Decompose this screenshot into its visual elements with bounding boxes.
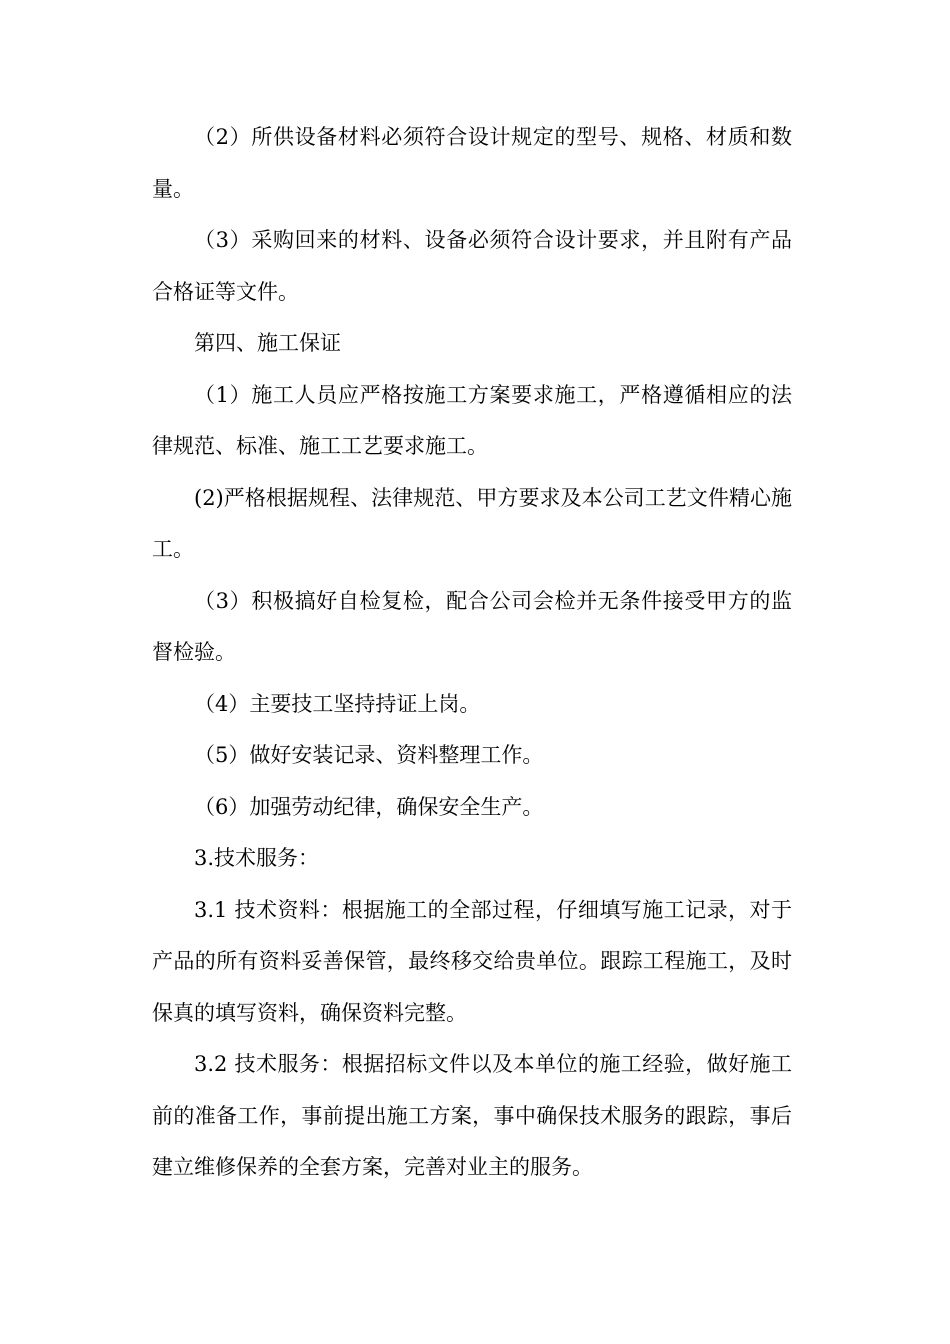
paragraph-material-spec: （2）所供设备材料必须符合设计规定的型号、规格、材质和数量。 [152, 125, 792, 201]
paragraph-tech-service: 3.2 技术服务：根据招标文件以及本单位的施工经验，做好施工前的准备工作，事前提出施工方案，事中确保技术服务的跟踪，事后建立维修保养的全套方案，完善对业主的服务。 [152, 1052, 792, 1179]
document-body [152, 112, 792, 1194]
paragraph-guarantee-5: （5）做好安装记录、资料整理工作。 [194, 743, 544, 767]
paragraph-material-purchase: （3）采购回来的材料、设备必须符合设计要求，并且附有产品合格证等文件。 [152, 228, 792, 304]
section-heading-tech-service: 3.技术服务： [194, 846, 320, 870]
paragraph-guarantee-2: (2)严格根据规程、法律规范、甲方要求及本公司工艺文件精心施工。 [152, 485, 792, 561]
paragraph-guarantee-3: （3）积极搞好自检复检，配合公司会检并无条件接受甲方的监督检验。 [152, 588, 792, 664]
paragraph-guarantee-4: （4）主要技工坚持持证上岗。 [194, 691, 481, 716]
section-heading-construction-guarantee: 第四、施工保证 [194, 331, 341, 355]
paragraph-guarantee-1: （1）施工人员应严格按施工方案要求施工，严格遵循相应的法律规范、标准、施工工艺要求施工。 [152, 382, 792, 458]
paragraph-tech-materials: 3.1 技术资料：根据施工的全部过程，仔细填写施工记录，对于产品的所有资料妥善保管，最终移交给贵单位。跟踪工程施工，及时保真的填写资料，确保资料完整。 [152, 897, 792, 1025]
paragraph-guarantee-6: （6）加强劳动纪律，确保安全生产。 [194, 794, 544, 819]
